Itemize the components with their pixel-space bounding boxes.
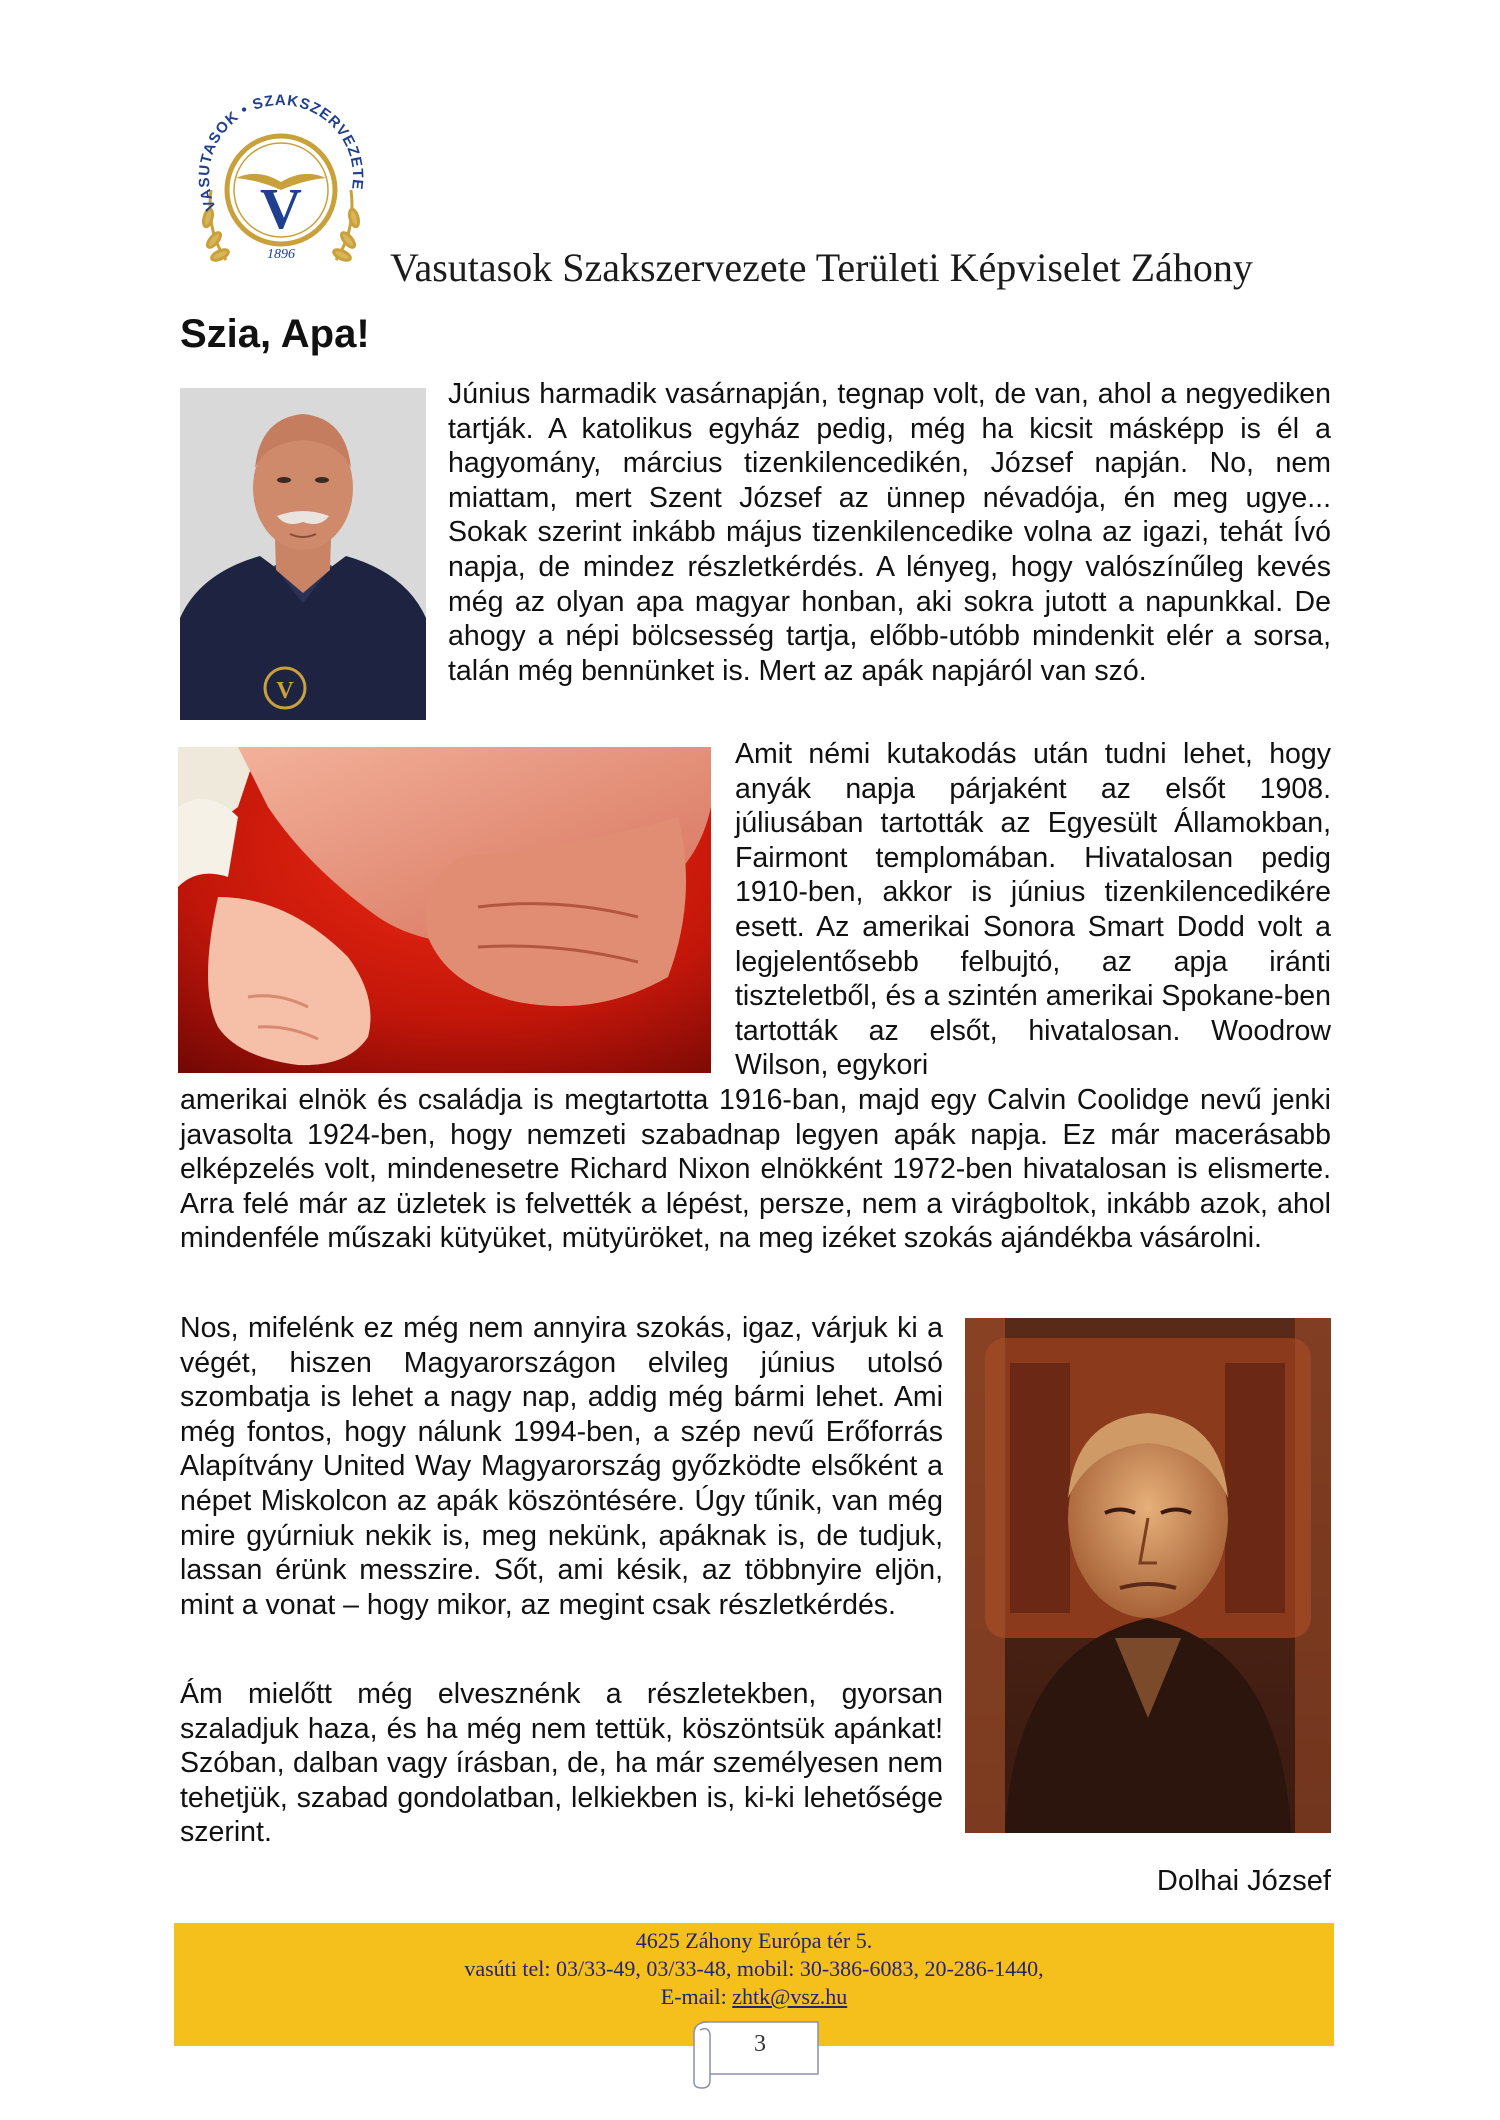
- union-logo-icon: [186, 90, 376, 280]
- svg-text:V: V: [276, 678, 294, 704]
- logo-year: 1896: [267, 247, 295, 262]
- paragraph-5: Ám mielőtt még elvesznénk a részletekben, gyorsan szaladjuk haza, és ha még nem tettük, köszöntsük apánkat! Szóban, dalban vagy írásban, de, ha már személyesen nem tehetjük, szabad gondolatban, lelkiekben is, ki-ki lehetősége szerint.: [180, 1678, 943, 1849]
- hands-photo: [178, 747, 711, 1073]
- page-number: 3: [754, 2031, 766, 2057]
- footer-email-line: [174, 1983, 1334, 2011]
- logo-ring-text: VASUTASOK • SZAKSZERVEZETE: [195, 92, 367, 214]
- footer-address: 4625 Záhony Európa tér 5.: [635, 1928, 873, 1953]
- paragraph-3: amerikai elnök és családja is megtartotta 1916-ban, majd egy Calvin Coolidge nevű jenki javasolta 1924-ben, hogy nemzeti szabadnap legyen apák napja. Ez már macerásabb elképzelés volt, mindenesetre Richard Nixon elnökként 1972-ben hivatalosan is elismerte. Arra felé már az üzletek is felvették a lépést, persze, nem a virágboltok, inkább azok, ahol mindenféle műszaki kütyüket, mütyüröket, na meg izéket szokás ajándékba vásárolni.: [180, 1084, 1331, 1255]
- footer-email-link[interactable]: zhtk@vsz.hu: [732, 1984, 848, 2009]
- paragraph-1: Június harmadik vasárnapján, tegnap volt, de van, ahol a negyediken tartják. A katolikus egyház pedig, még ha kicsit másképp is él a hagyomány, március tizenkilencedikén, József napján. No, nem miattam, mert Szent József az ünnep névadója, én meg ugye... Sokak szerint inkább május tizenkilencedike volna az igazi, tehát Ívó napja, de mindez részletkérdés. A lényeg, hogy valószínűleg kevés még az olyan apa magyar honban, aki sokra jutott a napunkkal. De ahogy a népi bölcsesség tartja, előbb-utóbb mindenkit elér a sorsa, talán még bennünket is. Mert az apák napjáról van szó.: [448, 378, 1331, 687]
- old-man-painting: [965, 1318, 1331, 1833]
- footer-phones: vasúti tel: 03/33-49, 03/33-48, mobil: 30-386-6083, 20-286-1440,: [464, 1956, 1044, 1981]
- paragraph-2: Amit némi kutakodás után tudni lehet, hogy anyák napja párjaként az elsőt 1908. júliusában tartották az Egyesült Államokban, Fairmont templomában. Hivatalosan pedig 1910-ben, akkor is június tizenkilencedikére esett. Az amerikai Sonora Smart Dodd volt a legjelentősebb felbujtó, az apja iránti tiszteletből, és a szintén amerikai Spokane-ben tartották az elsőt, hivatalosan. Woodrow Wilson, egykori: [735, 738, 1331, 1082]
- paragraph-4: Nos, mifelénk ez még nem annyira szokás, igaz, várjuk ki a végét, hiszen Magyarországon elvileg június utolsó szombatja is lehet a nagy nap, addig még bármi lehet. Ami még fontos, hogy nálunk 1994-ben, a szép nevű Erőforrás Alapítvány United Way Magyarország győzködte elsőként a népet Miskolcon az apák köszöntésére. Úgy tűnik, van még mire gyúrniuk nekik is, meg nekünk, apáknak is, de tudjuk, lassan érünk messzire. Sőt, ami késik, az többnyire eljön, mint a vonat – hogy mikor, az megint csak részletkérdés.: [180, 1312, 943, 1621]
- author-photo: [180, 388, 426, 720]
- footer-email-label: E-mail:: [660, 1984, 727, 2009]
- logo-letter: V: [260, 176, 302, 241]
- organization-title: Vasutasok Szakszervezete Területi Képviselet Záhony: [390, 245, 1253, 290]
- article-title: Szia, Apa!: [180, 312, 370, 356]
- author-signature: Dolhai József: [1156, 1865, 1331, 1897]
